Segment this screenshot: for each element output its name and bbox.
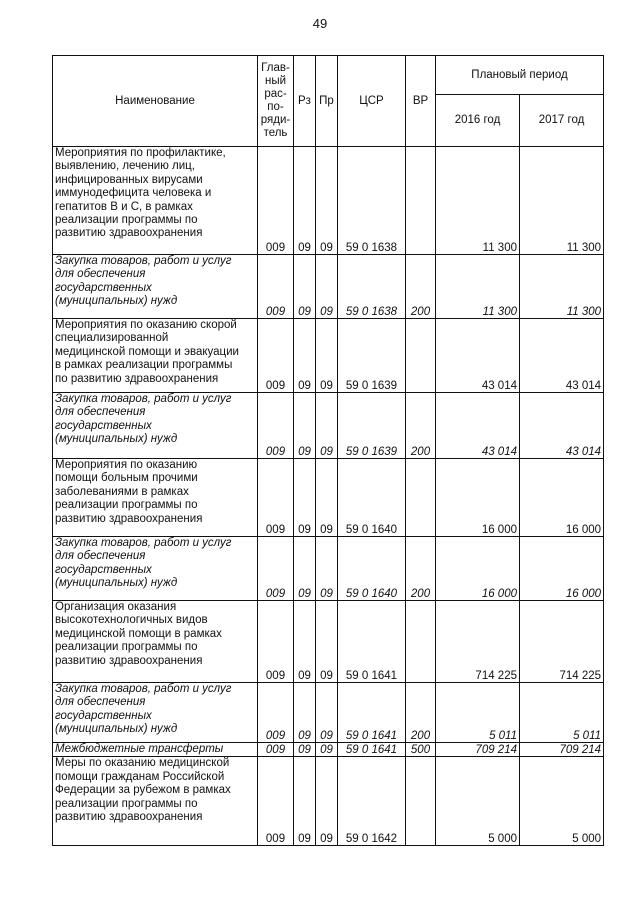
row-name-line: гепатитов В и С, в рамках (55, 200, 193, 213)
row-name-line: для обеспечения (55, 268, 146, 281)
cell-2017: 5 000 (520, 757, 604, 846)
cell-glav: 009 (258, 537, 294, 601)
cell-rz: 09 (294, 601, 316, 683)
cell-2016: 43 014 (436, 393, 520, 459)
row-name (53, 601, 258, 683)
cell-vr (406, 601, 436, 683)
row-name (53, 147, 258, 255)
header-rz: Рз (294, 56, 316, 147)
table-row (53, 319, 604, 393)
page-number: 49 (312, 16, 328, 31)
row-name-line: Меры по оказанию медицинской (55, 757, 230, 770)
cell-vr: 200 (406, 683, 436, 743)
cell-vr (406, 319, 436, 393)
cell-vr (406, 147, 436, 255)
row-name-line: высокотехнологичных видов (55, 614, 208, 627)
table-row (53, 147, 604, 255)
row-name-line: Закупка товаров, работ и услуг (55, 683, 232, 695)
row-name-line: Мероприятия по оказанию скорой (55, 319, 237, 331)
cell-csr: 59 0 1638 (338, 255, 406, 319)
row-name (53, 757, 258, 846)
row-name-line: реализации программы по (55, 499, 198, 512)
cell-2016: 11 300 (436, 255, 520, 319)
cell-vr: 200 (406, 393, 436, 459)
row-name-line: реализации программы по (55, 214, 198, 227)
cell-rz: 09 (294, 319, 316, 393)
budget-table (52, 55, 604, 846)
cell-vr (406, 459, 436, 537)
table-row (53, 757, 604, 846)
cell-2016: 11 300 (436, 147, 520, 255)
row-name-line: государственных (55, 281, 152, 294)
cell-rz: 09 (294, 255, 316, 319)
cell-glav: 009 (258, 147, 294, 255)
row-name-line: Межбюджетные трансферты (55, 743, 224, 755)
cell-glav: 009 (258, 743, 294, 757)
row-name-line: Мероприятия по профилактике, (55, 147, 226, 159)
header-planned-period: Плановый период (436, 56, 604, 95)
row-name-line: Закупка товаров, работ и услуг (55, 393, 232, 405)
row-name-line: Закупка товаров, работ и услуг (55, 537, 232, 549)
row-name-line: реализации программы по (55, 797, 198, 810)
header-year-2016: 2016 год (436, 95, 520, 147)
row-name (53, 393, 258, 459)
cell-2016: 16 000 (436, 537, 520, 601)
row-name-line: развитию здравоохранения (55, 654, 203, 667)
cell-csr: 59 0 1638 (338, 147, 406, 255)
cell-vr: 200 (406, 255, 436, 319)
row-name (53, 743, 258, 757)
row-name-line: государственных (55, 709, 152, 722)
header-year-2017: 2017 год (520, 95, 604, 147)
cell-pr: 09 (316, 147, 338, 255)
table-row (53, 459, 604, 537)
cell-2016: 16 000 (436, 459, 520, 537)
cell-glav: 009 (258, 393, 294, 459)
row-name-line: иммунодефицита человека и (55, 187, 212, 200)
cell-2016: 709 214 (436, 743, 520, 757)
cell-rz: 09 (294, 147, 316, 255)
row-name-line: Мероприятия по оказанию (55, 459, 198, 471)
cell-glav: 009 (258, 255, 294, 319)
cell-rz: 09 (294, 459, 316, 537)
cell-pr: 09 (316, 393, 338, 459)
cell-2017: 43 014 (520, 319, 604, 393)
row-name-line: государственных (55, 563, 152, 576)
row-name-line: помощи гражданам Российской (55, 770, 225, 783)
row-name-line: Закупка товаров, работ и услуг (55, 255, 232, 267)
row-name-line: (муниципальных) нужд (55, 577, 178, 590)
header-pr: Пр (316, 56, 338, 147)
row-name-line: выявлению, лечению лиц, (55, 160, 195, 173)
cell-glav: 009 (258, 757, 294, 846)
cell-rz: 09 (294, 393, 316, 459)
table-body (53, 147, 604, 846)
cell-pr: 09 (316, 683, 338, 743)
row-name-line: медицинской помощи и эвакуации (55, 345, 239, 358)
row-name-line: (муниципальных) нужд (55, 295, 178, 308)
row-name-line: Организация оказания (55, 601, 177, 613)
cell-2016: 714 225 (436, 601, 520, 683)
cell-pr: 09 (316, 757, 338, 846)
cell-rz: 09 (294, 537, 316, 601)
row-name-line: (муниципальных) нужд (55, 723, 178, 736)
cell-pr: 09 (316, 255, 338, 319)
row-name (53, 319, 258, 393)
cell-csr: 59 0 1642 (338, 757, 406, 846)
cell-2017: 11 300 (520, 255, 604, 319)
cell-vr: 500 (406, 743, 436, 757)
cell-csr: 59 0 1641 (338, 743, 406, 757)
row-name-line: по развитию здравоохранения (55, 372, 219, 385)
row-name (53, 683, 258, 743)
cell-2017: 16 000 (520, 537, 604, 601)
table-row (53, 255, 604, 319)
cell-2017: 709 214 (520, 743, 604, 757)
row-name-line: инфицированных вирусами (55, 173, 203, 186)
cell-pr: 09 (316, 319, 338, 393)
header-vr: ВР (406, 56, 436, 147)
row-name-line: развитию здравоохранения (55, 512, 203, 525)
row-name-line: для обеспечения (55, 550, 146, 563)
table-row (53, 393, 604, 459)
row-name-line: специализированной (55, 332, 169, 345)
cell-vr (406, 757, 436, 846)
cell-csr: 59 0 1640 (338, 537, 406, 601)
row-name-line: медицинской помощи в рамках (55, 627, 222, 640)
row-name-line: реализации программы по (55, 641, 198, 654)
cell-csr: 59 0 1640 (338, 459, 406, 537)
cell-2017: 5 011 (520, 683, 604, 743)
row-name-line: развитию здравоохранения (55, 811, 203, 824)
table-row (53, 537, 604, 601)
row-name-line: государственных (55, 419, 152, 432)
cell-2016: 5 011 (436, 683, 520, 743)
table-row (53, 683, 604, 743)
row-name (53, 459, 258, 537)
header-csr: ЦСР (338, 56, 406, 147)
cell-2017: 43 014 (520, 393, 604, 459)
row-name-line: заболеваниями в рамках (55, 485, 189, 498)
cell-pr: 09 (316, 459, 338, 537)
cell-csr: 59 0 1639 (338, 319, 406, 393)
cell-pr: 09 (316, 537, 338, 601)
cell-pr: 09 (316, 743, 338, 757)
row-name-line: для обеспечения (55, 406, 146, 419)
cell-2016: 43 014 (436, 319, 520, 393)
cell-2016: 5 000 (436, 757, 520, 846)
table-row (53, 743, 604, 757)
cell-glav: 009 (258, 459, 294, 537)
row-name (53, 537, 258, 601)
table-row (53, 601, 604, 683)
cell-csr: 59 0 1641 (338, 601, 406, 683)
cell-glav: 009 (258, 683, 294, 743)
cell-csr: 59 0 1639 (338, 393, 406, 459)
cell-rz: 09 (294, 743, 316, 757)
row-name-line: в рамках реализации программы (55, 359, 233, 372)
row-name (53, 255, 258, 319)
cell-pr: 09 (316, 601, 338, 683)
row-name-line: развитию здравоохранения (55, 227, 203, 240)
cell-vr: 200 (406, 537, 436, 601)
cell-csr: 59 0 1641 (338, 683, 406, 743)
row-name-line: Федерации за рубежом в рамках (55, 784, 231, 797)
header-name: Наименование (53, 56, 258, 147)
cell-2017: 16 000 (520, 459, 604, 537)
cell-2017: 714 225 (520, 601, 604, 683)
row-name-line: для обеспечения (55, 696, 146, 709)
cell-rz: 09 (294, 757, 316, 846)
table-header (53, 56, 604, 147)
row-name-line: помощи больным прочими (55, 472, 198, 485)
cell-2017: 11 300 (520, 147, 604, 255)
row-name-line: (муниципальных) нужд (55, 433, 178, 446)
cell-rz: 09 (294, 683, 316, 743)
cell-glav: 009 (258, 601, 294, 683)
cell-glav: 009 (258, 319, 294, 393)
header-glav: Глав- ный рас- по- ряди- тель (258, 56, 294, 147)
